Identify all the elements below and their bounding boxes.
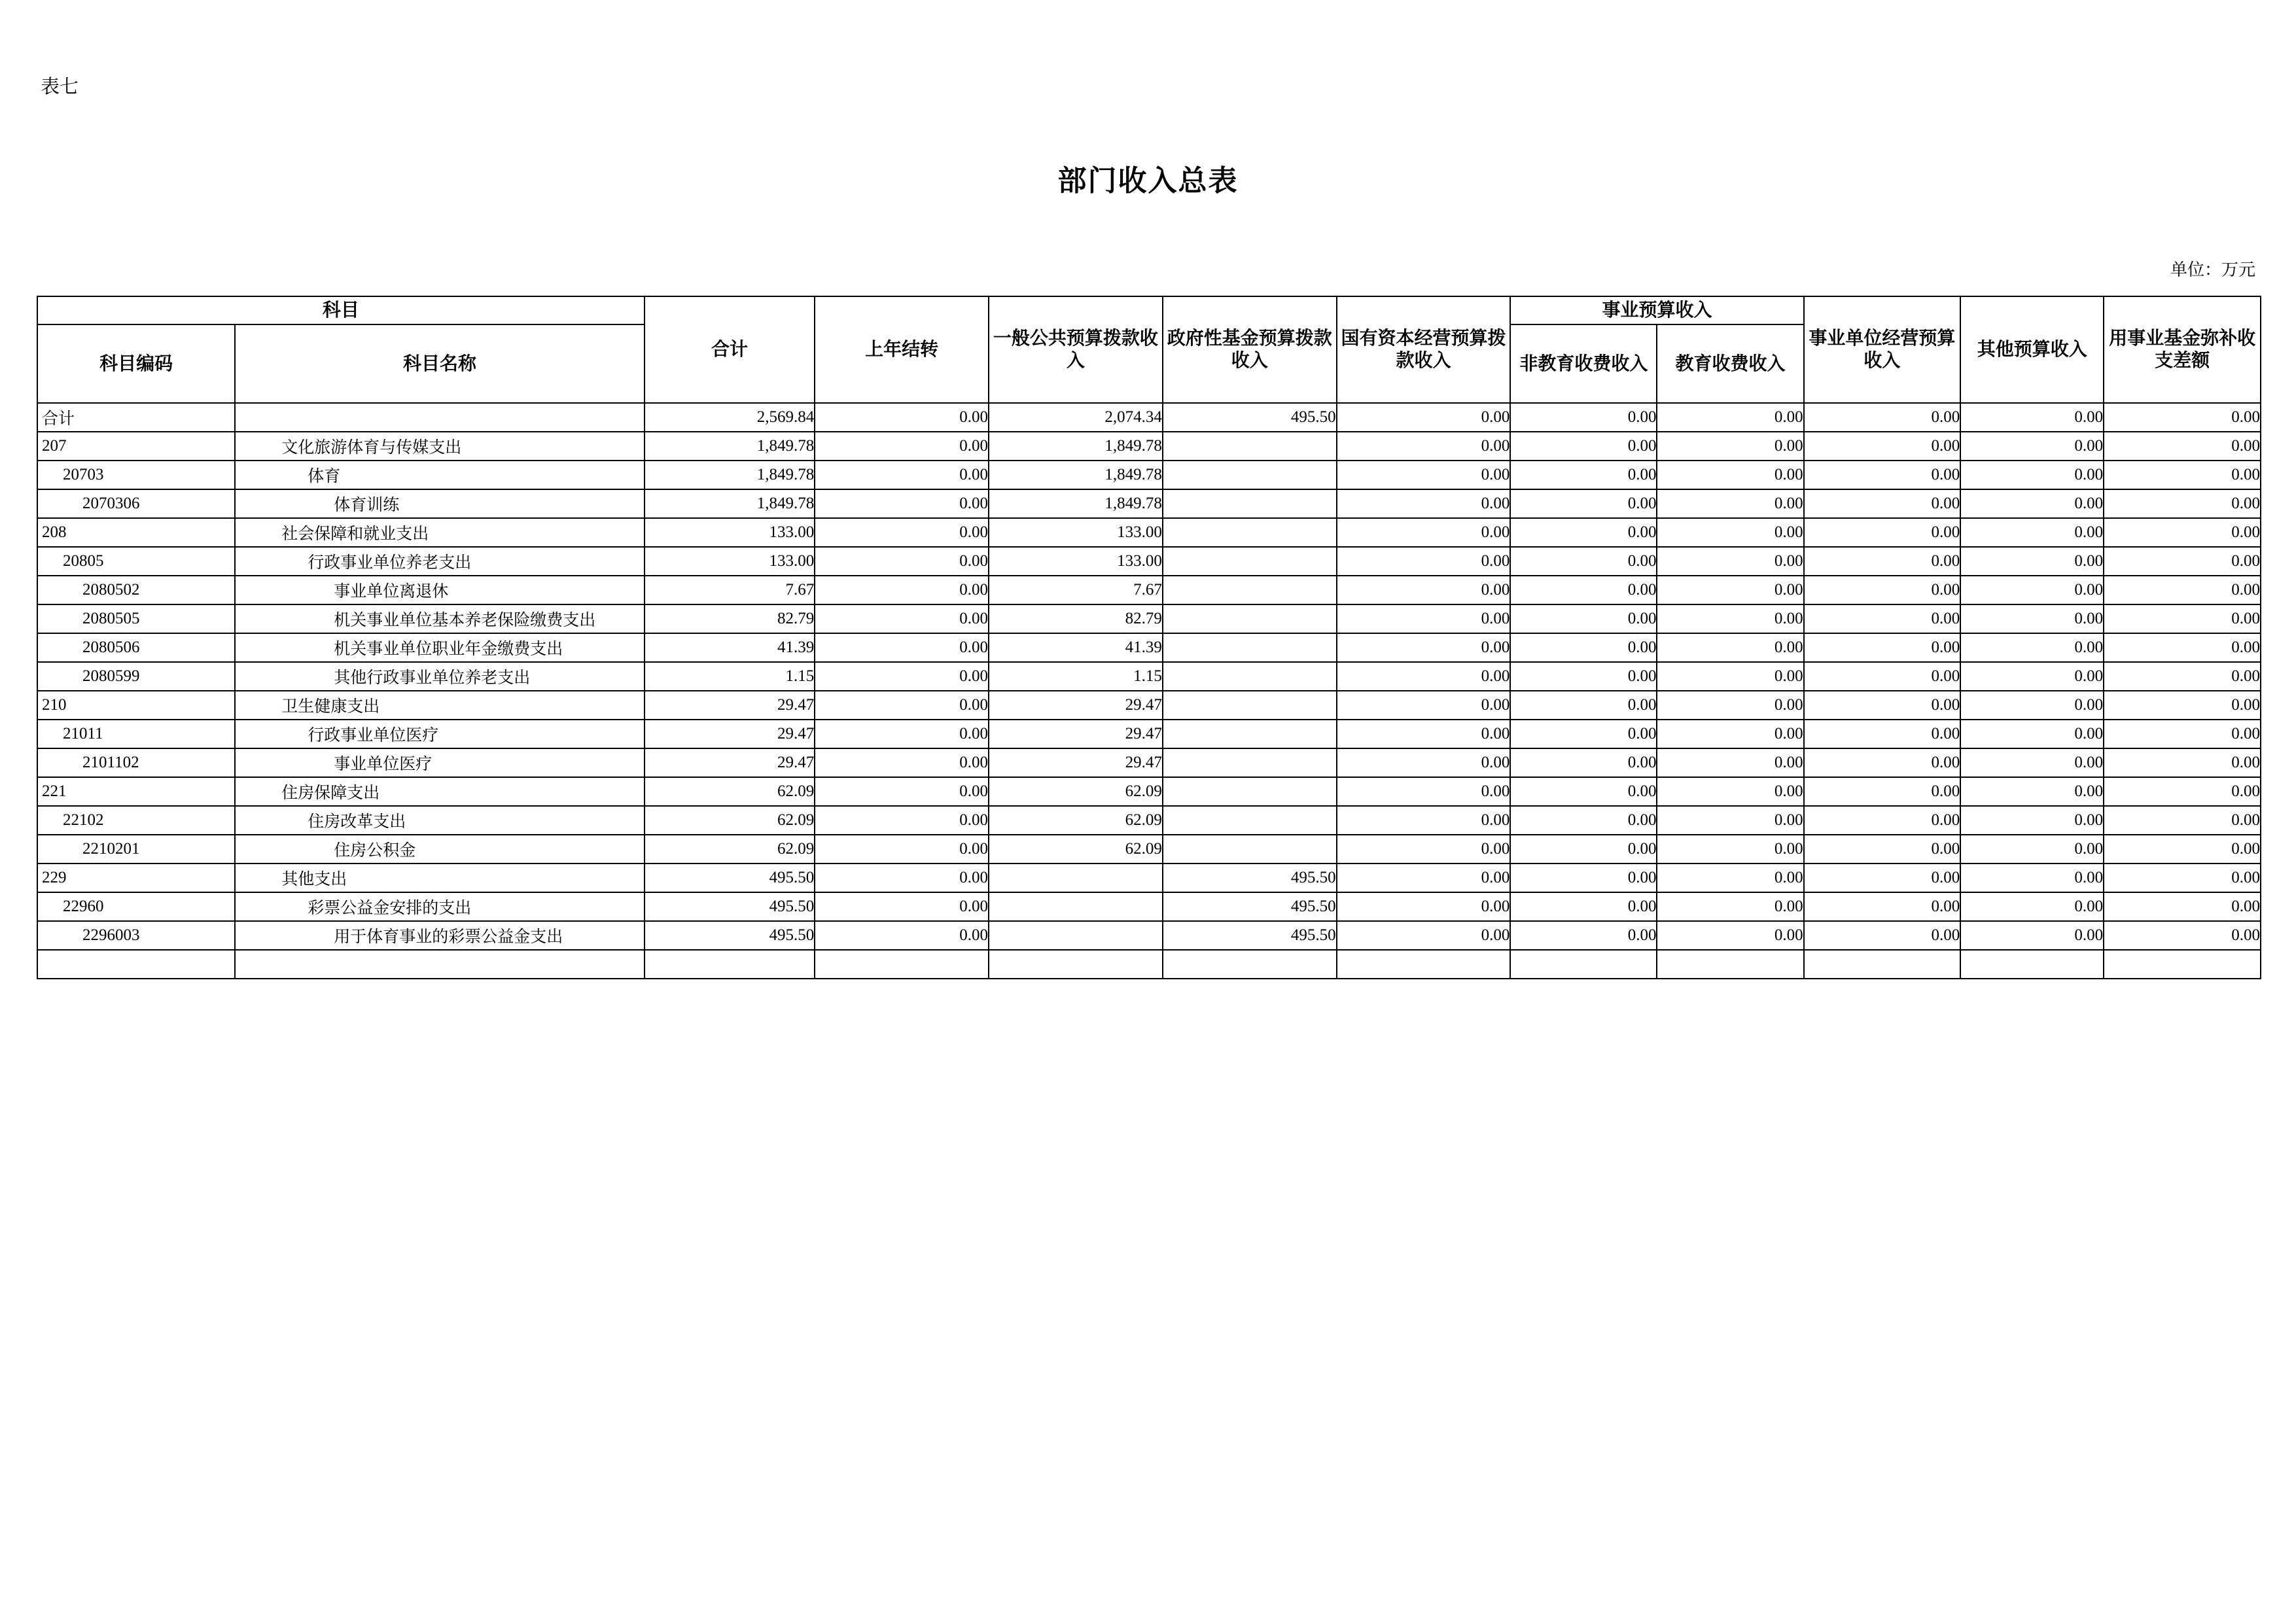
cell-operating: 0.00	[1804, 892, 1961, 921]
cell-operating: 0.00	[1804, 461, 1961, 489]
cell-other: 0.00	[1960, 576, 2104, 604]
cell-carryover: 0.00	[815, 835, 989, 864]
cell-operating	[1804, 950, 1961, 979]
cell-state-capital: 0.00	[1337, 518, 1511, 547]
cell-operating: 0.00	[1804, 633, 1961, 662]
table-row	[37, 662, 2261, 691]
cell-edu-fee: 0.00	[1657, 604, 1803, 633]
cell-code: 2296003	[37, 921, 235, 950]
cell-operating: 0.00	[1804, 604, 1961, 633]
cell-gov-fund	[1163, 748, 1337, 777]
cell-general	[989, 892, 1163, 921]
cell-edu-fee: 0.00	[1657, 403, 1803, 432]
cell-name: 事业单位医疗	[235, 748, 644, 777]
table-row	[37, 921, 2261, 950]
cell-operating: 0.00	[1804, 662, 1961, 691]
cell-non-edu-fee: 0.00	[1510, 662, 1657, 691]
cell-non-edu-fee: 0.00	[1510, 864, 1657, 892]
cell-state-capital: 0.00	[1337, 864, 1511, 892]
table-row	[37, 835, 2261, 864]
cell-fund-offset: 0.00	[2104, 748, 2261, 777]
cell-name: 用于体育事业的彩票公益金支出	[235, 921, 644, 950]
cell-carryover: 0.00	[815, 461, 989, 489]
cell-edu-fee: 0.00	[1657, 864, 1803, 892]
cell-fund-offset: 0.00	[2104, 432, 2261, 461]
table-row	[37, 950, 2261, 979]
cell-operating: 0.00	[1804, 777, 1961, 806]
cell-name: 事业单位离退休	[235, 576, 644, 604]
cell-total: 1.15	[645, 662, 815, 691]
table-row	[37, 518, 2261, 547]
cell-total: 1,849.78	[645, 461, 815, 489]
cell-total: 7.67	[645, 576, 815, 604]
cell-edu-fee: 0.00	[1657, 720, 1803, 748]
header-institution-operating-income: 事业单位经营预算收入	[1804, 296, 1961, 403]
cell-state-capital: 0.00	[1337, 432, 1511, 461]
cell-state-capital: 0.00	[1337, 691, 1511, 720]
cell-total: 133.00	[645, 518, 815, 547]
cell-name	[235, 950, 644, 979]
table-row	[37, 806, 2261, 835]
cell-total: 1,849.78	[645, 489, 815, 518]
cell-fund-offset: 0.00	[2104, 691, 2261, 720]
cell-code: 21011	[37, 720, 235, 748]
header-fund-offset: 用事业基金弥补收支差额	[2104, 296, 2261, 403]
cell-gov-fund	[1163, 576, 1337, 604]
cell-state-capital: 0.00	[1337, 547, 1511, 576]
cell-gov-fund	[1163, 461, 1337, 489]
cell-operating: 0.00	[1804, 720, 1961, 748]
cell-state-capital: 0.00	[1337, 921, 1511, 950]
cell-other: 0.00	[1960, 461, 2104, 489]
header-education-fee: 教育收费收入	[1657, 324, 1803, 403]
cell-fund-offset: 0.00	[2104, 720, 2261, 748]
cell-gov-fund	[1163, 835, 1337, 864]
unit-note: 单位：万元	[2170, 260, 2255, 279]
cell-other: 0.00	[1960, 489, 2104, 518]
cell-operating: 0.00	[1804, 489, 1961, 518]
cell-fund-offset: 0.00	[2104, 633, 2261, 662]
cell-state-capital: 0.00	[1337, 489, 1511, 518]
cell-other: 0.00	[1960, 604, 2104, 633]
cell-operating: 0.00	[1804, 518, 1961, 547]
cell-code: 2080506	[37, 633, 235, 662]
cell-operating: 0.00	[1804, 748, 1961, 777]
cell-total: 62.09	[645, 835, 815, 864]
cell-general: 1,849.78	[989, 432, 1163, 461]
table-row	[37, 576, 2261, 604]
cell-edu-fee: 0.00	[1657, 691, 1803, 720]
cell-general: 133.00	[989, 518, 1163, 547]
cell-fund-offset: 0.00	[2104, 403, 2261, 432]
cell-edu-fee: 0.00	[1657, 921, 1803, 950]
cell-edu-fee: 0.00	[1657, 633, 1803, 662]
cell-general: 62.09	[989, 835, 1163, 864]
cell-non-edu-fee: 0.00	[1510, 691, 1657, 720]
cell-non-edu-fee: 0.00	[1510, 720, 1657, 748]
cell-name	[235, 403, 644, 432]
cell-state-capital: 0.00	[1337, 720, 1511, 748]
cell-name: 体育	[235, 461, 644, 489]
cell-gov-fund: 495.50	[1163, 892, 1337, 921]
cell-general	[989, 921, 1163, 950]
header-general-public-budget: 一般公共预算拨款收入	[989, 296, 1163, 403]
cell-operating: 0.00	[1804, 835, 1961, 864]
cell-state-capital: 0.00	[1337, 403, 1511, 432]
table-row	[37, 777, 2261, 806]
cell-code: 2101102	[37, 748, 235, 777]
cell-name: 其他支出	[235, 864, 644, 892]
cell-other: 0.00	[1960, 921, 2104, 950]
cell-code: 合计	[37, 403, 235, 432]
cell-fund-offset: 0.00	[2104, 864, 2261, 892]
cell-non-edu-fee: 0.00	[1510, 518, 1657, 547]
cell-general: 62.09	[989, 777, 1163, 806]
cell-general: 133.00	[989, 547, 1163, 576]
cell-code: 210	[37, 691, 235, 720]
cell-carryover: 0.00	[815, 662, 989, 691]
cell-other: 0.00	[1960, 892, 2104, 921]
cell-fund-offset: 0.00	[2104, 777, 2261, 806]
table-row	[37, 864, 2261, 892]
cell-gov-fund	[1163, 633, 1337, 662]
cell-other: 0.00	[1960, 547, 2104, 576]
cell-gov-fund	[1163, 950, 1337, 979]
cell-state-capital: 0.00	[1337, 633, 1511, 662]
cell-code: 20805	[37, 547, 235, 576]
cell-non-edu-fee: 0.00	[1510, 633, 1657, 662]
cell-non-edu-fee: 0.00	[1510, 806, 1657, 835]
table-row	[37, 403, 2261, 432]
cell-general: 82.79	[989, 604, 1163, 633]
page-title: 部门收入总表	[1057, 165, 1239, 197]
cell-carryover: 0.00	[815, 748, 989, 777]
cell-gov-fund	[1163, 777, 1337, 806]
cell-edu-fee: 0.00	[1657, 547, 1803, 576]
cell-other: 0.00	[1960, 777, 2104, 806]
cell-carryover: 0.00	[815, 921, 989, 950]
cell-name: 行政事业单位医疗	[235, 720, 644, 748]
cell-fund-offset: 0.00	[2104, 547, 2261, 576]
cell-code: 22102	[37, 806, 235, 835]
cell-other: 0.00	[1960, 691, 2104, 720]
cell-other: 0.00	[1960, 806, 2104, 835]
cell-general: 1,849.78	[989, 489, 1163, 518]
cell-edu-fee: 0.00	[1657, 662, 1803, 691]
cell-carryover: 0.00	[815, 604, 989, 633]
cell-carryover: 0.00	[815, 576, 989, 604]
table-row	[37, 633, 2261, 662]
header-carryover: 上年结转	[815, 296, 989, 403]
cell-gov-fund	[1163, 604, 1337, 633]
cell-total: 495.50	[645, 892, 815, 921]
cell-operating: 0.00	[1804, 576, 1961, 604]
cell-gov-fund	[1163, 691, 1337, 720]
cell-edu-fee: 0.00	[1657, 461, 1803, 489]
cell-other: 0.00	[1960, 720, 2104, 748]
cell-name: 机关事业单位职业年金缴费支出	[235, 633, 644, 662]
cell-operating: 0.00	[1804, 432, 1961, 461]
cell-code: 22960	[37, 892, 235, 921]
cell-state-capital: 0.00	[1337, 461, 1511, 489]
cell-gov-fund: 495.50	[1163, 921, 1337, 950]
cell-general: 41.39	[989, 633, 1163, 662]
header-non-education-fee: 非教育收费收入	[1510, 324, 1657, 403]
cell-carryover: 0.00	[815, 633, 989, 662]
cell-carryover: 0.00	[815, 432, 989, 461]
cell-general: 2,074.34	[989, 403, 1163, 432]
table-row	[37, 547, 2261, 576]
table-row	[37, 604, 2261, 633]
cell-total: 29.47	[645, 720, 815, 748]
cell-gov-fund	[1163, 547, 1337, 576]
cell-other: 0.00	[1960, 633, 2104, 662]
table-body	[37, 403, 2261, 979]
cell-non-edu-fee: 0.00	[1510, 835, 1657, 864]
cell-total: 41.39	[645, 633, 815, 662]
cell-edu-fee: 0.00	[1657, 432, 1803, 461]
cell-non-edu-fee: 0.00	[1510, 432, 1657, 461]
budget-table-wrapper	[37, 296, 2261, 979]
cell-fund-offset: 0.00	[2104, 662, 2261, 691]
header-state-capital-operation: 国有资本经营预算拨款收入	[1337, 296, 1511, 403]
cell-carryover: 0.00	[815, 547, 989, 576]
cell-operating: 0.00	[1804, 864, 1961, 892]
cell-general	[989, 950, 1163, 979]
cell-name: 住房保障支出	[235, 777, 644, 806]
cell-state-capital: 0.00	[1337, 835, 1511, 864]
header-subject-code: 科目编码	[37, 324, 235, 403]
cell-code: 2210201	[37, 835, 235, 864]
cell-edu-fee: 0.00	[1657, 576, 1803, 604]
cell-code: 229	[37, 864, 235, 892]
cell-name: 彩票公益金安排的支出	[235, 892, 644, 921]
cell-edu-fee: 0.00	[1657, 489, 1803, 518]
cell-fund-offset	[2104, 950, 2261, 979]
table-row	[37, 892, 2261, 921]
cell-fund-offset: 0.00	[2104, 576, 2261, 604]
cell-non-edu-fee: 0.00	[1510, 604, 1657, 633]
cell-general: 62.09	[989, 806, 1163, 835]
header-total: 合计	[645, 296, 815, 403]
cell-gov-fund	[1163, 806, 1337, 835]
cell-carryover: 0.00	[815, 518, 989, 547]
cell-code: 2080505	[37, 604, 235, 633]
cell-fund-offset: 0.00	[2104, 835, 2261, 864]
cell-gov-fund	[1163, 662, 1337, 691]
cell-fund-offset: 0.00	[2104, 518, 2261, 547]
cell-gov-fund: 495.50	[1163, 403, 1337, 432]
cell-total: 1,849.78	[645, 432, 815, 461]
table-row	[37, 691, 2261, 720]
cell-other	[1960, 950, 2104, 979]
cell-fund-offset: 0.00	[2104, 806, 2261, 835]
cell-fund-offset: 0.00	[2104, 604, 2261, 633]
cell-fund-offset: 0.00	[2104, 892, 2261, 921]
cell-state-capital: 0.00	[1337, 576, 1511, 604]
table-row	[37, 489, 2261, 518]
header-subject-name: 科目名称	[235, 324, 644, 403]
cell-fund-offset: 0.00	[2104, 489, 2261, 518]
cell-code	[37, 950, 235, 979]
cell-total: 133.00	[645, 547, 815, 576]
cell-operating: 0.00	[1804, 403, 1961, 432]
cell-edu-fee: 0.00	[1657, 806, 1803, 835]
cell-fund-offset: 0.00	[2104, 921, 2261, 950]
header-subject-group: 科目	[37, 296, 645, 324]
cell-state-capital: 0.00	[1337, 604, 1511, 633]
cell-general: 1.15	[989, 662, 1163, 691]
cell-non-edu-fee: 0.00	[1510, 777, 1657, 806]
cell-name: 社会保障和就业支出	[235, 518, 644, 547]
cell-non-edu-fee	[1510, 950, 1657, 979]
cell-other: 0.00	[1960, 748, 2104, 777]
cell-total: 82.79	[645, 604, 815, 633]
cell-non-edu-fee: 0.00	[1510, 403, 1657, 432]
cell-non-edu-fee: 0.00	[1510, 892, 1657, 921]
cell-name: 住房改革支出	[235, 806, 644, 835]
cell-general: 7.67	[989, 576, 1163, 604]
cell-state-capital: 0.00	[1337, 662, 1511, 691]
department-income-table	[37, 296, 2261, 979]
table-row	[37, 461, 2261, 489]
table-header-row-1	[37, 296, 2261, 324]
cell-name: 体育训练	[235, 489, 644, 518]
cell-general: 29.47	[989, 691, 1163, 720]
cell-non-edu-fee: 0.00	[1510, 576, 1657, 604]
cell-state-capital: 0.00	[1337, 892, 1511, 921]
cell-code: 2080502	[37, 576, 235, 604]
cell-carryover: 0.00	[815, 864, 989, 892]
cell-code: 208	[37, 518, 235, 547]
table-row	[37, 720, 2261, 748]
cell-state-capital: 0.00	[1337, 777, 1511, 806]
cell-general: 1,849.78	[989, 461, 1163, 489]
cell-state-capital	[1337, 950, 1511, 979]
cell-name: 住房公积金	[235, 835, 644, 864]
cell-other: 0.00	[1960, 864, 2104, 892]
cell-edu-fee	[1657, 950, 1803, 979]
cell-carryover: 0.00	[815, 489, 989, 518]
cell-fund-offset: 0.00	[2104, 461, 2261, 489]
cell-gov-fund	[1163, 518, 1337, 547]
cell-total: 62.09	[645, 806, 815, 835]
cell-name: 行政事业单位养老支出	[235, 547, 644, 576]
cell-code: 207	[37, 432, 235, 461]
cell-edu-fee: 0.00	[1657, 835, 1803, 864]
cell-general	[989, 864, 1163, 892]
cell-non-edu-fee: 0.00	[1510, 748, 1657, 777]
cell-gov-fund	[1163, 720, 1337, 748]
cell-carryover: 0.00	[815, 691, 989, 720]
cell-code: 2070306	[37, 489, 235, 518]
cell-total: 495.50	[645, 921, 815, 950]
cell-state-capital: 0.00	[1337, 806, 1511, 835]
cell-carryover: 0.00	[815, 892, 989, 921]
cell-carryover: 0.00	[815, 403, 989, 432]
cell-operating: 0.00	[1804, 921, 1961, 950]
sheet-label: 表七	[41, 77, 79, 97]
cell-code: 221	[37, 777, 235, 806]
cell-gov-fund: 495.50	[1163, 864, 1337, 892]
cell-other: 0.00	[1960, 403, 2104, 432]
cell-edu-fee: 0.00	[1657, 518, 1803, 547]
cell-total: 2,569.84	[645, 403, 815, 432]
cell-edu-fee: 0.00	[1657, 777, 1803, 806]
table-row	[37, 748, 2261, 777]
cell-name: 其他行政事业单位养老支出	[235, 662, 644, 691]
cell-total: 29.47	[645, 691, 815, 720]
cell-carryover	[815, 950, 989, 979]
cell-name: 机关事业单位基本养老保险缴费支出	[235, 604, 644, 633]
cell-carryover: 0.00	[815, 720, 989, 748]
cell-total: 62.09	[645, 777, 815, 806]
cell-other: 0.00	[1960, 835, 2104, 864]
cell-general: 29.47	[989, 748, 1163, 777]
cell-gov-fund	[1163, 432, 1337, 461]
cell-non-edu-fee: 0.00	[1510, 489, 1657, 518]
cell-carryover: 0.00	[815, 777, 989, 806]
cell-name: 卫生健康支出	[235, 691, 644, 720]
cell-operating: 0.00	[1804, 547, 1961, 576]
cell-general: 29.47	[989, 720, 1163, 748]
cell-total: 495.50	[645, 864, 815, 892]
cell-code: 20703	[37, 461, 235, 489]
cell-state-capital: 0.00	[1337, 748, 1511, 777]
cell-total	[645, 950, 815, 979]
cell-gov-fund	[1163, 489, 1337, 518]
cell-total: 29.47	[645, 748, 815, 777]
cell-edu-fee: 0.00	[1657, 892, 1803, 921]
header-government-fund-budget: 政府性基金预算拨款收入	[1163, 296, 1337, 403]
cell-non-edu-fee: 0.00	[1510, 921, 1657, 950]
cell-non-edu-fee: 0.00	[1510, 547, 1657, 576]
cell-other: 0.00	[1960, 518, 2104, 547]
cell-operating: 0.00	[1804, 806, 1961, 835]
cell-name: 文化旅游体育与传媒支出	[235, 432, 644, 461]
header-institution-budget-income: 事业预算收入	[1510, 296, 1803, 324]
table-row	[37, 432, 2261, 461]
cell-carryover: 0.00	[815, 806, 989, 835]
cell-code: 2080599	[37, 662, 235, 691]
cell-operating: 0.00	[1804, 691, 1961, 720]
cell-other: 0.00	[1960, 432, 2104, 461]
header-other-budget-income: 其他预算收入	[1960, 296, 2104, 403]
cell-non-edu-fee: 0.00	[1510, 461, 1657, 489]
cell-other: 0.00	[1960, 662, 2104, 691]
cell-edu-fee: 0.00	[1657, 748, 1803, 777]
